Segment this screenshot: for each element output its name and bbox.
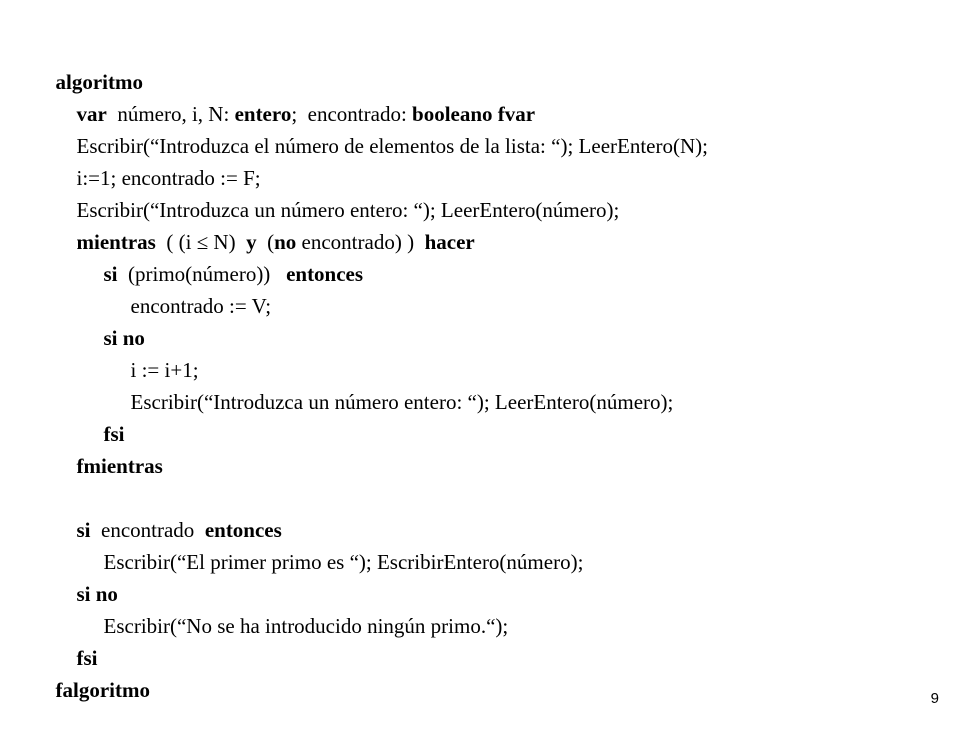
code-line bbox=[24, 642, 708, 702]
keyword-algoritmo: algoritmo bbox=[55, 70, 143, 94]
keyword-fsi: fsi bbox=[103, 422, 125, 446]
keyword-entonces: entonces bbox=[286, 262, 364, 286]
code-text: Escribir(“Introduzca un número entero: “); LeerEntero(número); bbox=[130, 390, 674, 414]
code-line bbox=[24, 34, 708, 94]
code-text: i:=1; encontrado := F; bbox=[76, 166, 261, 190]
code-line bbox=[24, 578, 708, 638]
keyword-falgoritmo: falgoritmo bbox=[55, 678, 150, 702]
page-number: 9 bbox=[930, 690, 939, 707]
keyword-si: si bbox=[103, 262, 118, 286]
code-text: (primo(número)) bbox=[117, 262, 287, 286]
keyword-y: y bbox=[246, 230, 257, 254]
code-text: ( (i ≤ N) bbox=[155, 230, 247, 254]
code-text: ( bbox=[256, 230, 275, 254]
keyword-entonces: entonces bbox=[204, 518, 282, 542]
keyword-si-no: si no bbox=[103, 326, 145, 350]
keyword-fmientras: fmientras bbox=[76, 454, 163, 478]
code-text: ; encontrado: bbox=[291, 102, 413, 126]
code-text: Escribir(“Introduzca un número entero: “); LeerEntero(número); bbox=[76, 198, 620, 222]
code-line bbox=[24, 418, 708, 478]
code-text: encontrado := V; bbox=[130, 294, 272, 318]
keyword-fsi: fsi bbox=[76, 646, 98, 670]
code-text: i := i+1; bbox=[130, 358, 199, 382]
code-text: encontrado) ) bbox=[296, 230, 425, 254]
keyword-hacer: hacer bbox=[424, 230, 475, 254]
code-text: número, i, N: bbox=[106, 102, 235, 126]
keyword-mientras: mientras bbox=[76, 230, 156, 254]
keyword-var: var bbox=[76, 102, 107, 126]
keyword-si: si bbox=[76, 518, 91, 542]
keyword-si-no: si no bbox=[76, 582, 118, 606]
code-line bbox=[24, 482, 708, 542]
code-text: Escribir(“El primer primo es “); EscribirEntero(número); bbox=[103, 550, 584, 574]
code-text: Escribir(“Introduzca el número de elementos de la lista: “); LeerEntero(N); bbox=[76, 134, 708, 158]
code-text: encontrado bbox=[90, 518, 205, 542]
keyword-booleano-fvar: booleano fvar bbox=[412, 102, 536, 126]
keyword-no: no bbox=[274, 230, 297, 254]
code-text: Escribir(“No se ha introducido ningún primo.“); bbox=[103, 614, 509, 638]
pseudocode-block bbox=[24, 34, 708, 702]
keyword-entero: entero bbox=[234, 102, 292, 126]
